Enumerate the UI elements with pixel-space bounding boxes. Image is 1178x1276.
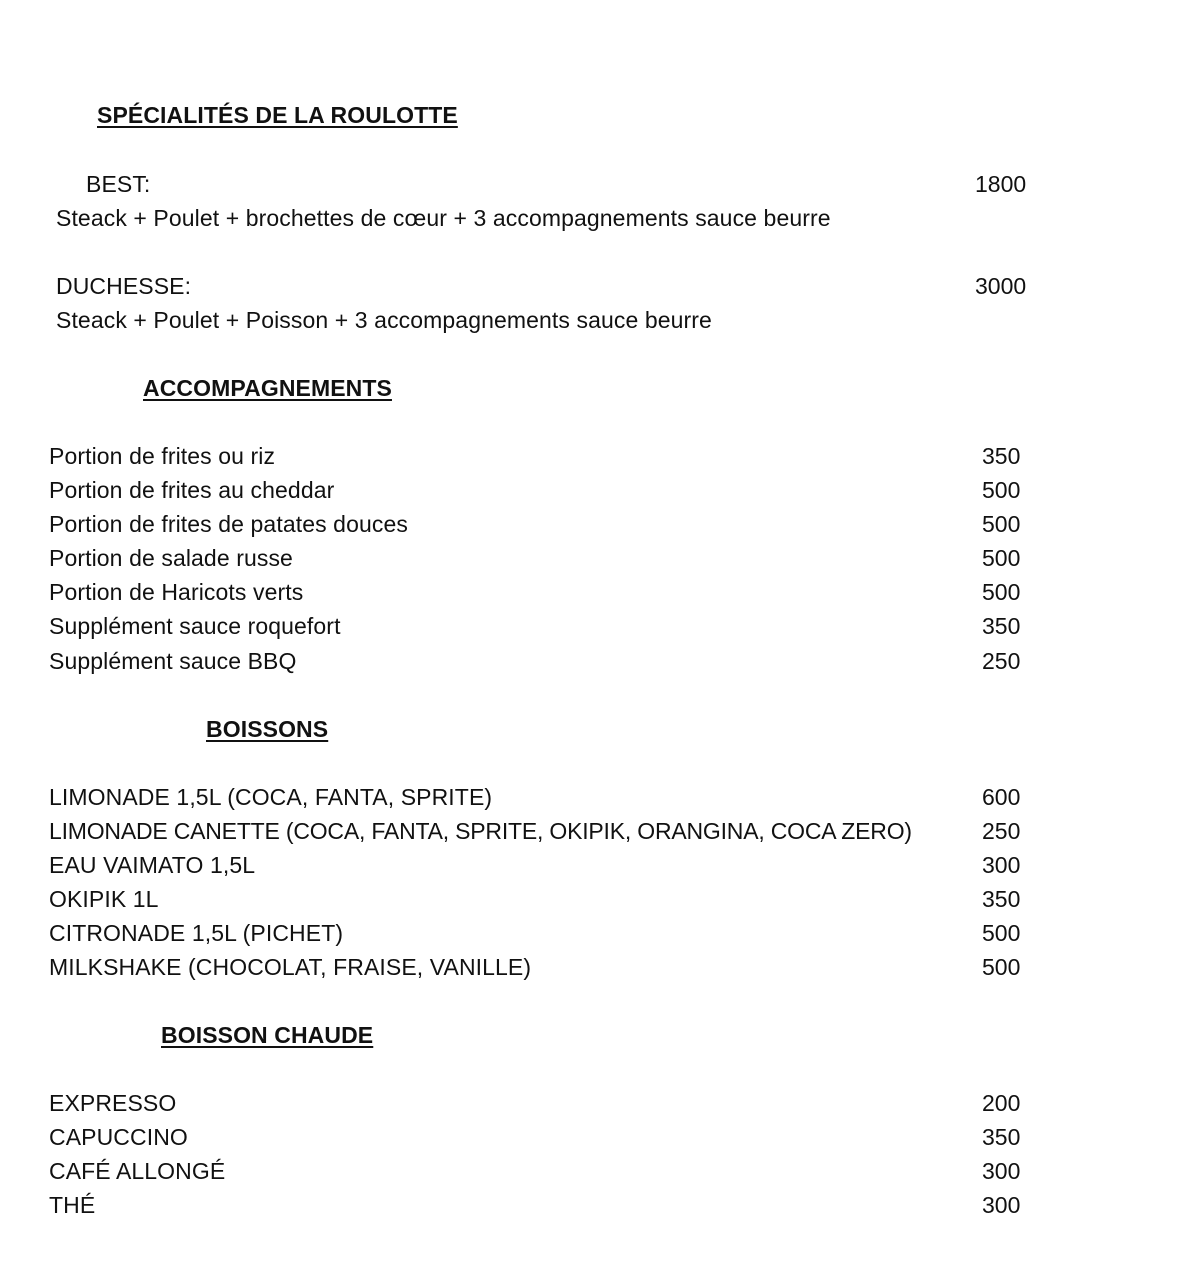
menu-item-price: 250 <box>982 648 1021 674</box>
menu-item-name: CITRONADE 1,5L (PICHET) <box>49 920 344 946</box>
menu-item-name: Portion de Haricots verts <box>49 579 304 605</box>
menu-item-name: Supplément sauce roquefort <box>49 613 341 639</box>
menu-item-name: CAPUCCINO <box>49 1124 188 1150</box>
item-name-duchesse: DUCHESSE: <box>56 273 192 299</box>
section-heading-specialites: SPÉCIALITÉS DE LA ROULOTTE <box>97 102 458 128</box>
menu-item-name: Portion de salade russe <box>49 545 293 571</box>
menu-item-name: CAFÉ ALLONGÉ <box>49 1158 226 1184</box>
section-heading-accompagnements: ACCOMPAGNEMENTS <box>143 375 392 401</box>
menu-item-price: 350 <box>982 886 1021 912</box>
menu-item-price: 500 <box>982 511 1021 537</box>
menu-item-price: 200 <box>982 1090 1021 1116</box>
item-price-duchesse: 3000 <box>975 273 1027 299</box>
menu-item-name: Supplément sauce BBQ <box>49 648 297 674</box>
section-heading-boisson-chaude: BOISSON CHAUDE <box>161 1022 374 1048</box>
menu-item-name: LIMONADE CANETTE (COCA, FANTA, SPRITE, OKIPIK, ORANGINA, COCA ZERO) <box>49 818 912 844</box>
menu-item-price: 500 <box>982 954 1021 980</box>
menu-item-price: 250 <box>982 818 1021 844</box>
menu-item-price: 350 <box>982 1124 1021 1150</box>
menu-item-price: 300 <box>982 1158 1021 1184</box>
menu-item-price: 350 <box>982 613 1021 639</box>
menu-item-price: 500 <box>982 477 1021 503</box>
menu-item-name: Portion de frites de patates douces <box>49 511 408 537</box>
menu-item-price: 500 <box>982 920 1021 946</box>
menu-item-price: 500 <box>982 579 1021 605</box>
item-price-best: 1800 <box>975 171 1027 197</box>
menu-item-name: Portion de frites ou riz <box>49 443 276 469</box>
item-name-best: BEST: <box>86 171 151 197</box>
menu-item-price: 500 <box>982 545 1021 571</box>
menu-item-name: THÉ <box>49 1192 96 1218</box>
menu-item-name: LIMONADE 1,5L (COCA, FANTA, SPRITE) <box>49 784 493 810</box>
item-description-best: Steack + Poulet + brochettes de cœur + 3 accompagnements sauce beurre <box>56 205 831 231</box>
menu-item-price: 300 <box>982 1192 1021 1218</box>
menu-item-name: EXPRESSO <box>49 1090 177 1116</box>
menu-item-name: Portion de frites au cheddar <box>49 477 335 503</box>
menu-item-price: 350 <box>982 443 1021 469</box>
item-description-duchesse: Steack + Poulet + Poisson + 3 accompagnements sauce beurre <box>56 307 712 333</box>
menu-item-price: 600 <box>982 784 1021 810</box>
section-heading-boissons: BOISSONS <box>206 716 329 742</box>
menu-item-name: OKIPIK 1L <box>49 886 159 912</box>
menu-item-name: MILKSHAKE (CHOCOLAT, FRAISE, VANILLE) <box>49 954 532 980</box>
menu-item-name: EAU VAIMATO 1,5L <box>49 852 256 878</box>
menu-item-price: 300 <box>982 852 1021 878</box>
